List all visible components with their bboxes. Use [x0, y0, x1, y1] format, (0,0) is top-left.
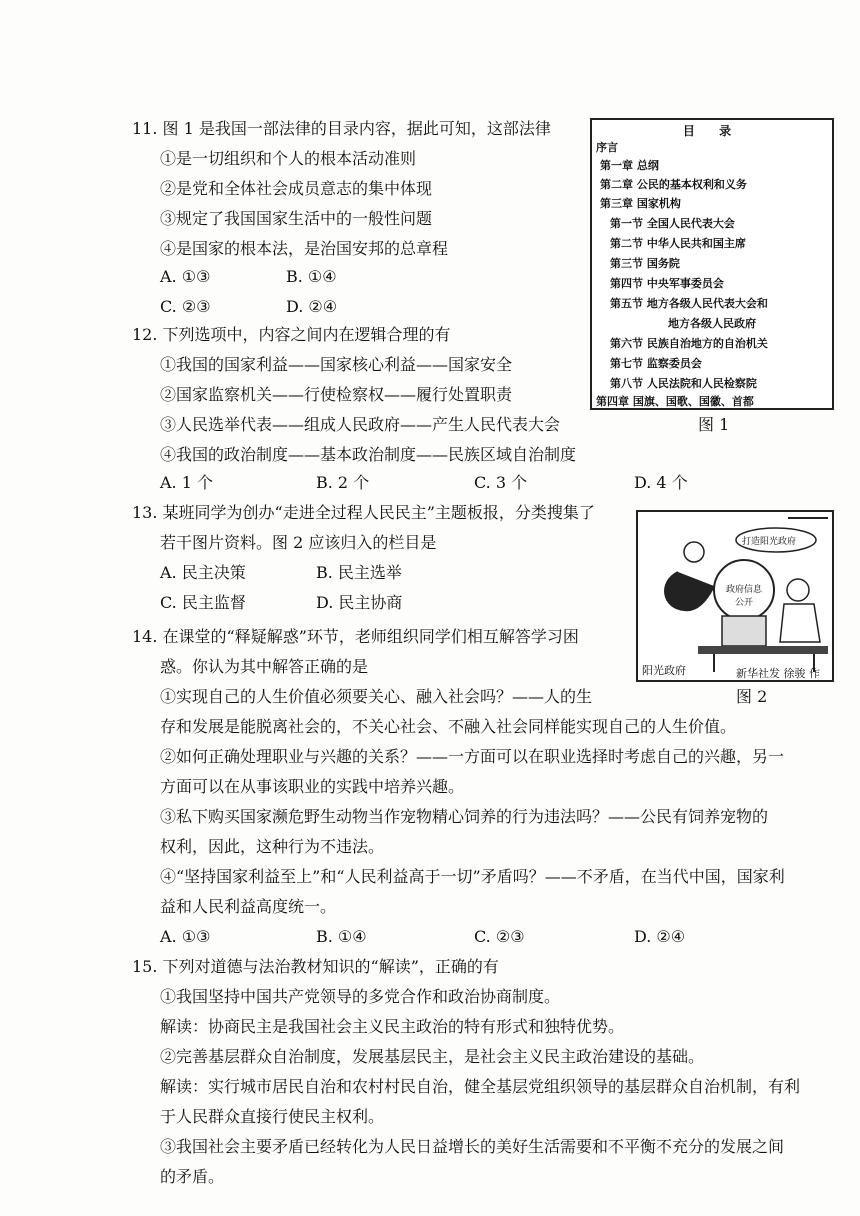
q12-stem: 12. 下列选项中，内容之间内在逻辑合理的有: [132, 325, 451, 344]
toc-title: 目 录: [682, 124, 742, 138]
toc-row: 第六节 民族自治地方的自治机关: [610, 337, 768, 350]
q14-line: ②如何正确处理职业与兴趣的关系？——一方面可以在职业选择时考虑自己的兴趣，另一: [160, 747, 785, 766]
q14-line: ①实现自己的人生价值必须要关心、融入社会吗？——人的生: [160, 687, 593, 706]
toc-row: 第三章 国家机构: [600, 197, 681, 210]
cartoon-screen-text: 政府信息公开: [725, 585, 762, 608]
cartoon-left-label: 阳光政府: [642, 664, 686, 677]
q11-item-2: ②是党和全体社会成员意志的集中体现: [160, 179, 433, 198]
q15-line: ③我国社会主要矛盾已经转化为人民日益增长的美好生活需要和不平衡不充分的发展之间: [160, 1137, 785, 1156]
q15-stem: 15. 下列对道德与法治教材知识的“解读”，正确的有: [132, 957, 499, 976]
toc-row: 第二章 公民的基本权利和义务: [600, 178, 747, 191]
q11-item-4: ④是国家的根本法，是治国安邦的总章程: [160, 239, 449, 258]
q11-stem: 11. 图 1 是我国一部法律的目录内容，据此可知，这部法律: [132, 119, 551, 138]
q11-item-1: ①是一切组织和个人的根本活动准则: [160, 149, 417, 168]
toc-row: 地方各级人民政府: [668, 317, 756, 330]
toc-row: 第一章 总纲: [600, 159, 659, 172]
q14-option-c: C. ②③: [474, 927, 525, 946]
q14-line: ③私下购买国家濒危野生动物当作宠物精心饲养的行为违法吗？——公民有饲养宠物的: [160, 807, 769, 826]
toc-row: 第四章 国旗、国歌、国徽、首都: [596, 395, 754, 408]
figure-1-caption: 图 1: [698, 415, 730, 434]
q13-option-c: C. 民主监督: [160, 593, 246, 612]
q11-option-d: D. ②④: [286, 297, 338, 316]
q13-option-b: B. 民主选举: [316, 563, 402, 582]
q14-stem-line-2: 惑。你认为其中解答正确的是: [160, 657, 369, 676]
q12-item-2: ②国家监察机关——行使检察权——履行处置职责: [160, 385, 513, 404]
q15-line: 的矛盾。: [160, 1167, 225, 1186]
toc-row: 第一节 全国人民代表大会: [610, 217, 735, 230]
toc-row: 第三节 国务院: [610, 257, 680, 270]
toc-row: 第五节 地方各级人民代表大会和: [610, 297, 768, 310]
q15-line: 解读：实行城市居民自治和农村村民自治，健全基层党组织领导的基层群众自治机制，有利: [160, 1077, 801, 1096]
q15-line: ②完善基层群众自治制度，发展基层民主，是社会主义民主政治建设的基础。: [160, 1047, 705, 1066]
q12-option-d: D. 4 个: [634, 473, 688, 492]
toc-row: 第七节 监察委员会: [610, 357, 702, 370]
q15-line: 解读：协商民主是我国社会主义民主政治的特有形式和独特优势。: [160, 1017, 625, 1036]
figure-2-caption: 图 2: [736, 687, 768, 706]
q14-line: 权利，因此，这种行为不违法。: [160, 837, 385, 856]
q14-line: 存和发展是能脱离社会的，不关心社会、不融入社会同样能实现自己的人生价值。: [160, 717, 737, 736]
q14-line: ④“坚持国家利益至上”和“人民利益高于一切”矛盾吗？——不矛盾，在当代中国，国家利: [160, 867, 785, 886]
toc-row: 第八节 人民法院和人民检察院: [610, 377, 757, 390]
q14-option-d: D. ②④: [634, 927, 686, 946]
q14-line: 方面可以在从事该职业的实践中培养兴趣。: [160, 777, 465, 796]
q13-option-d: D. 民主协商: [316, 593, 403, 612]
q12-item-1: ①我国的国家利益——国家核心利益——国家安全: [160, 355, 513, 374]
q15-line: 于人民群众直接行使民主权利。: [160, 1107, 385, 1126]
toc-row: 第二节 中华人民共和国主席: [610, 237, 746, 250]
q14-option-b: B. ①④: [316, 927, 367, 946]
q11-item-3: ③规定了我国国家生活中的一般性问题: [160, 209, 433, 228]
cartoon-sign-text: 打造阳光政府: [742, 537, 797, 547]
cartoon-credit: 新华社发 徐骏 作: [736, 667, 820, 680]
q14-stem-line-1: 14. 在课堂的“释疑解惑”环节，老师组织同学们相互解答学习困: [132, 627, 579, 646]
q12-item-4: ④我国的政治制度——基本政治制度——民族区域自治制度: [160, 445, 577, 464]
q14-option-a: A. ①③: [160, 927, 211, 946]
q11-option-a: A. ①③: [160, 267, 211, 286]
toc-row: 第四节 中央军事委员会: [610, 277, 724, 290]
q14-line: 益和人民利益高度统一。: [160, 897, 337, 916]
q15-line: ①我国坚持中国共产党领导的多党合作和政治协商制度。: [160, 987, 561, 1006]
q12-option-b: B. 2 个: [316, 473, 370, 492]
q12-item-3: ③人民选举代表——组成人民政府——产生人民代表大会: [160, 415, 561, 434]
figure-2-cartoon: [636, 510, 834, 682]
q12-option-a: A. 1 个: [160, 473, 213, 492]
q12-option-c: C. 3 个: [474, 473, 528, 492]
q13-stem-line-1: 13. 某班同学为创办“走进全过程人民民主”主题板报，分类搜集了: [132, 503, 595, 522]
q13-stem-line-2: 若干图片资料。图 2 应该归入的栏目是: [160, 533, 437, 552]
q13-option-a: A. 民主决策: [160, 563, 246, 582]
q11-option-b: B. ①④: [286, 267, 337, 286]
q11-option-c: C. ②③: [160, 297, 211, 316]
toc-row: 序言: [596, 141, 618, 154]
figure-1-table-of-contents: [590, 118, 834, 410]
